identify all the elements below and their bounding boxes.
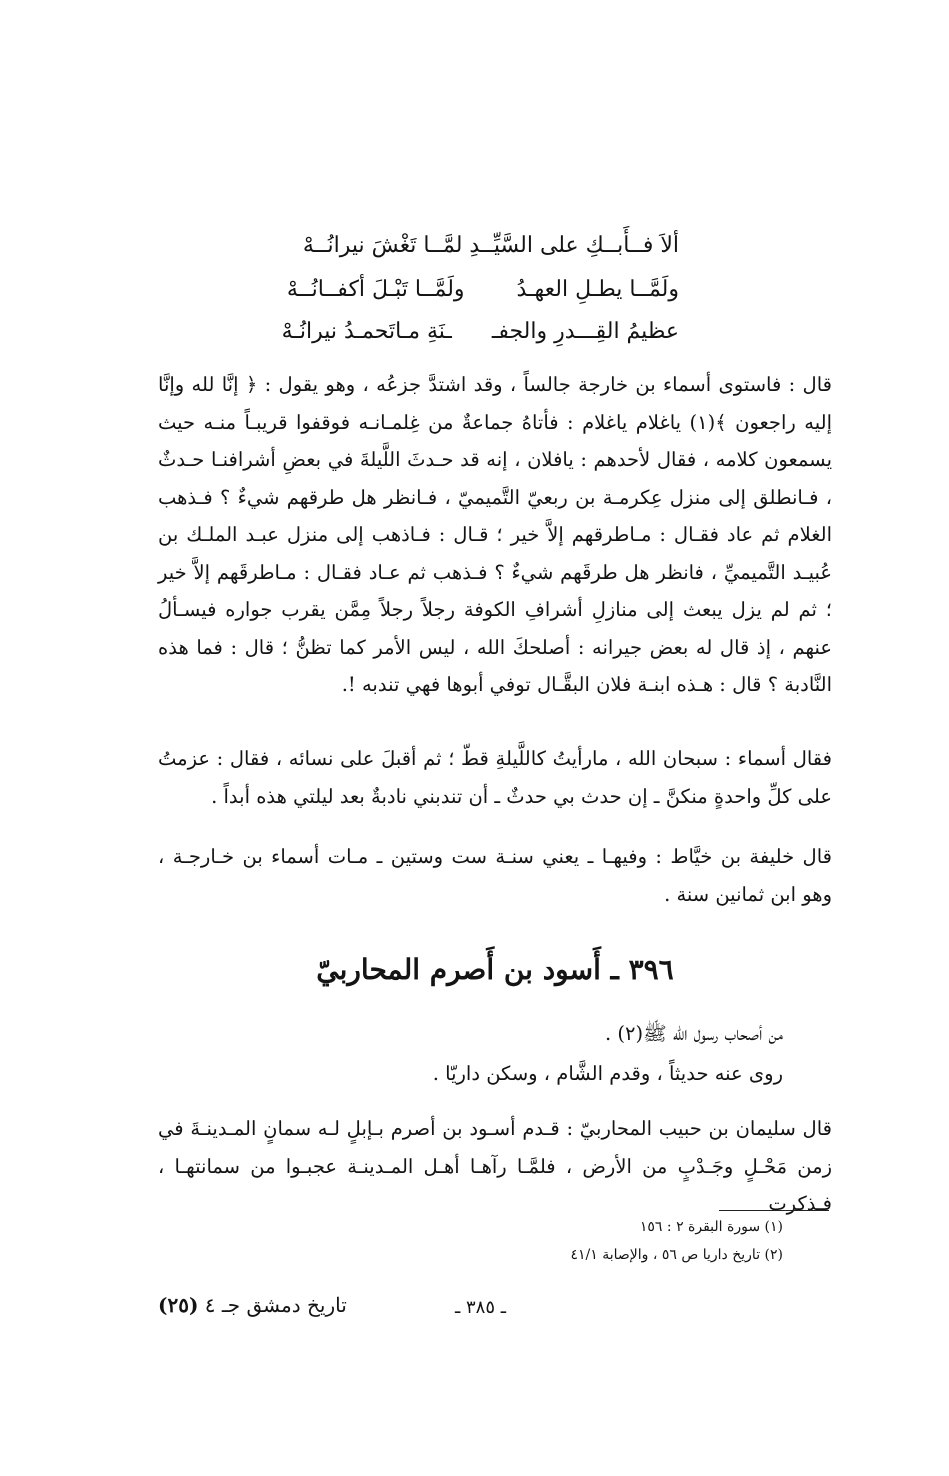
- footnote-separator: [719, 1210, 829, 1211]
- footer-signature: (٢٥): [158, 1293, 199, 1317]
- poem-line-1: [303, 226, 679, 266]
- poem-line-1-text: ألاَ فــأَبــكِ على السَّيِّــدِ لمَّــا تَغْشَ نيرانُــهْ: [302, 233, 679, 258]
- paragraph-1: [158, 366, 832, 704]
- poem-line-2-first: ولَمَّــا يطـلِ العهـدُ: [516, 277, 679, 302]
- poem-line-3: [282, 312, 679, 352]
- poem-line-3-first: عظيمُ القِـــدرِ والجفـ: [491, 319, 679, 344]
- paragraph-4: [158, 1110, 832, 1223]
- paragraph-2: [158, 740, 832, 815]
- intro-line-2: روى عنه حديثاً ، وقدم الشَّام ، وسكن داريّا .: [432, 1062, 783, 1085]
- footnote-1: (١) سورة البقرة ٢ : ١٥٦: [639, 1219, 783, 1235]
- section-title: ٣٩٦ ـ أَسود بن أَصرم المحاربيّ: [316, 953, 674, 986]
- intro-line-1: من أصحاب رسول الله ﷺ(٢) .: [605, 1022, 783, 1045]
- paragraph-3: [158, 838, 832, 913]
- paragraph-1-text: قال : فاستوى أسماء بن خارجة جالساً ، وقد اشتدَّ جزعُه ، وهو يقول : ﴿ إنَّا لله وإنَّا إليه راجعون ﴾(١) ياغلام ياغلام : فأتاهُ جماعةٌ من غِلمـانـه فوقفوا قريبـاً منـه حيث يسمعون كلامه ، فقال لأحدهم : يافلان ، إنه قد حـدثَ اللَّيلةَ في بعضِ أشرافنـا حـدثٌ ، فـانطلق إلى منزل عِكرمـة بن ربعيّ التَّميميّ ، فـانظر هل طرقهم شيءٌ ؟ فـذهب الغلام ثم عاد فقـال : مـاطرقهم إلاَّ خير ؛ قـال : فـاذهب إلى منزل عبـد الملـك بن عُبيـد التَّميميِّ ، فانظر هل طرقَهم شيءٌ ؟ فـذهب ثم عـاد فقـال : مـاطرقَهم إلاَّ خير ؛ ثم لم يزل يبعث إلى منازلِ أشرافِ الكوفة رجلاً رجلاً مِمَّن يقرب جواره فيسـألُ عنهم ، إذ قال له بعض جيرانه : أصلحكَ الله ، ليس الأمر كما تظنُّ ؛ قال : فما هذه النَّادبة ؟ قال : هـذه ابنـة فلان البقَّـال توفي أبوها فهي تندبه !.: [158, 373, 832, 696]
- poem-line-2: [287, 270, 679, 310]
- paragraph-2-text: فقال أسماء : سبحان الله ، مارأيتُ كاللَّيلةِ قطّ ؛ ثم أقبلَ على نسائه ، فقال : عزمتُ على كلِّ واحدةٍ منكنَّ ـ إن حدث بي حدثٌ ـ أن تندبني نادبةٌ بعد ليلتي هذه أبداً .: [158, 747, 832, 808]
- poem-line-3-second: ـنَةِ مـاتَحمـدُ نيرانُـهْ: [281, 319, 452, 344]
- poem-line-2-second: ولَمَّــا تَبْـلَ أكفــانُــهْ: [286, 277, 465, 302]
- footnote-2: (٢) تاريخ داريا ص ٥٦ ، والإصابة ٤١/١: [570, 1247, 783, 1263]
- paragraph-3-text: قال خليفة بن خيَّاط : وفيهـا ـ يعني سنـة ست وستين ـ مـات أسماء بن خـارجـة ، وهو ابن ثمانين سنة .: [158, 845, 832, 906]
- page-number: ـ ٣٨٥ ـ: [455, 1297, 507, 1318]
- footer-book-title: تاريخ دمشق جـ ٤: [204, 1293, 347, 1317]
- paragraph-4-text: قال سليمان بن حبيب المحاربيّ : قـدم أسـود بن أصرم بـإبلٍ لـه سمانٍ المـدينـةَ في زمن مَحْـلٍ وجَـدْبٍ من الأرض ، فلمَّـا رآهـا أهـل المـدينـة عجبـوا من سمانتهـا ، فـذكرت: [158, 1117, 832, 1215]
- footer-book-info: [158, 1293, 347, 1317]
